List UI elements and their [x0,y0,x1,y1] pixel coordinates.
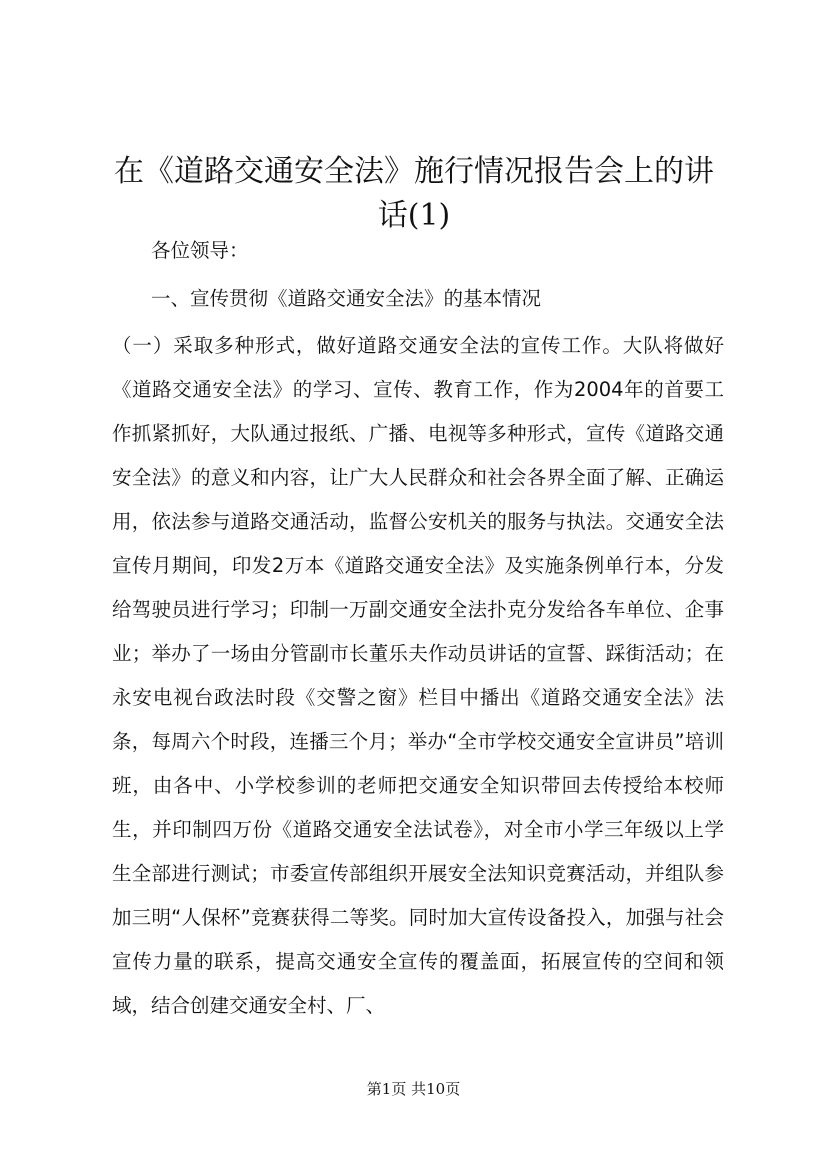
section-heading: 一、宣传贯彻《道路交通安全法》的基本情况 [151,287,542,310]
body-paragraph: （一）采取多种形式，做好道路交通安全法的宣传工作。大队将做好《道路交通安全法》的学习、宣传、教育工作，作为2004年的首要工作抓紧抓好，大队通过报纸、广播、电视等多种形式，宣传《道路交通安全法》的意义和内容，让广大人民群众和社会各界全面了解、正确运用，依法参与道路交通活动，监督公安机关的服务与执法。交通安全法宣传月期间，印发2万本《道路交通安全法》及实施条例单行本，分发给驾驶员进行学习；印制一万副交通安全法扑克分发给各车单位、企事业；举办了一场由分管副市长董乐夫作动员讲话的宣誓、踩街活动；在永安电视台政法时段《交警之窗》栏目中播出《道路交通安全法》法条，每周六个时段，连播三个月；举办“全市学校交通安全宣讲员”培训班，由各中、小学校参训的老师把交通安全知识带回去传授给本校师生，并印制四万份《道路交通安全法试卷》，对全市小学三年级以上学生全部进行测试；市委宣传部组织开展安全法知识竞赛活动，并组队参加三明“人保杯”竞赛获得二等奖。同时加大宣传设备投入，加强与社会宣传力量的联系，提高交通安全宣传的覆盖面，拓展宣传的空间和领域，结合创建交通安全村、厂、 [112,334,724,1017]
document-body [112,232,724,1028]
document-title: 在《道路交通安全法》施行情况报告会上的讲话(1) [114,154,714,233]
salutation: 各位领导： [151,239,249,262]
page-footer: 第1页 共10页 [366,1080,461,1098]
